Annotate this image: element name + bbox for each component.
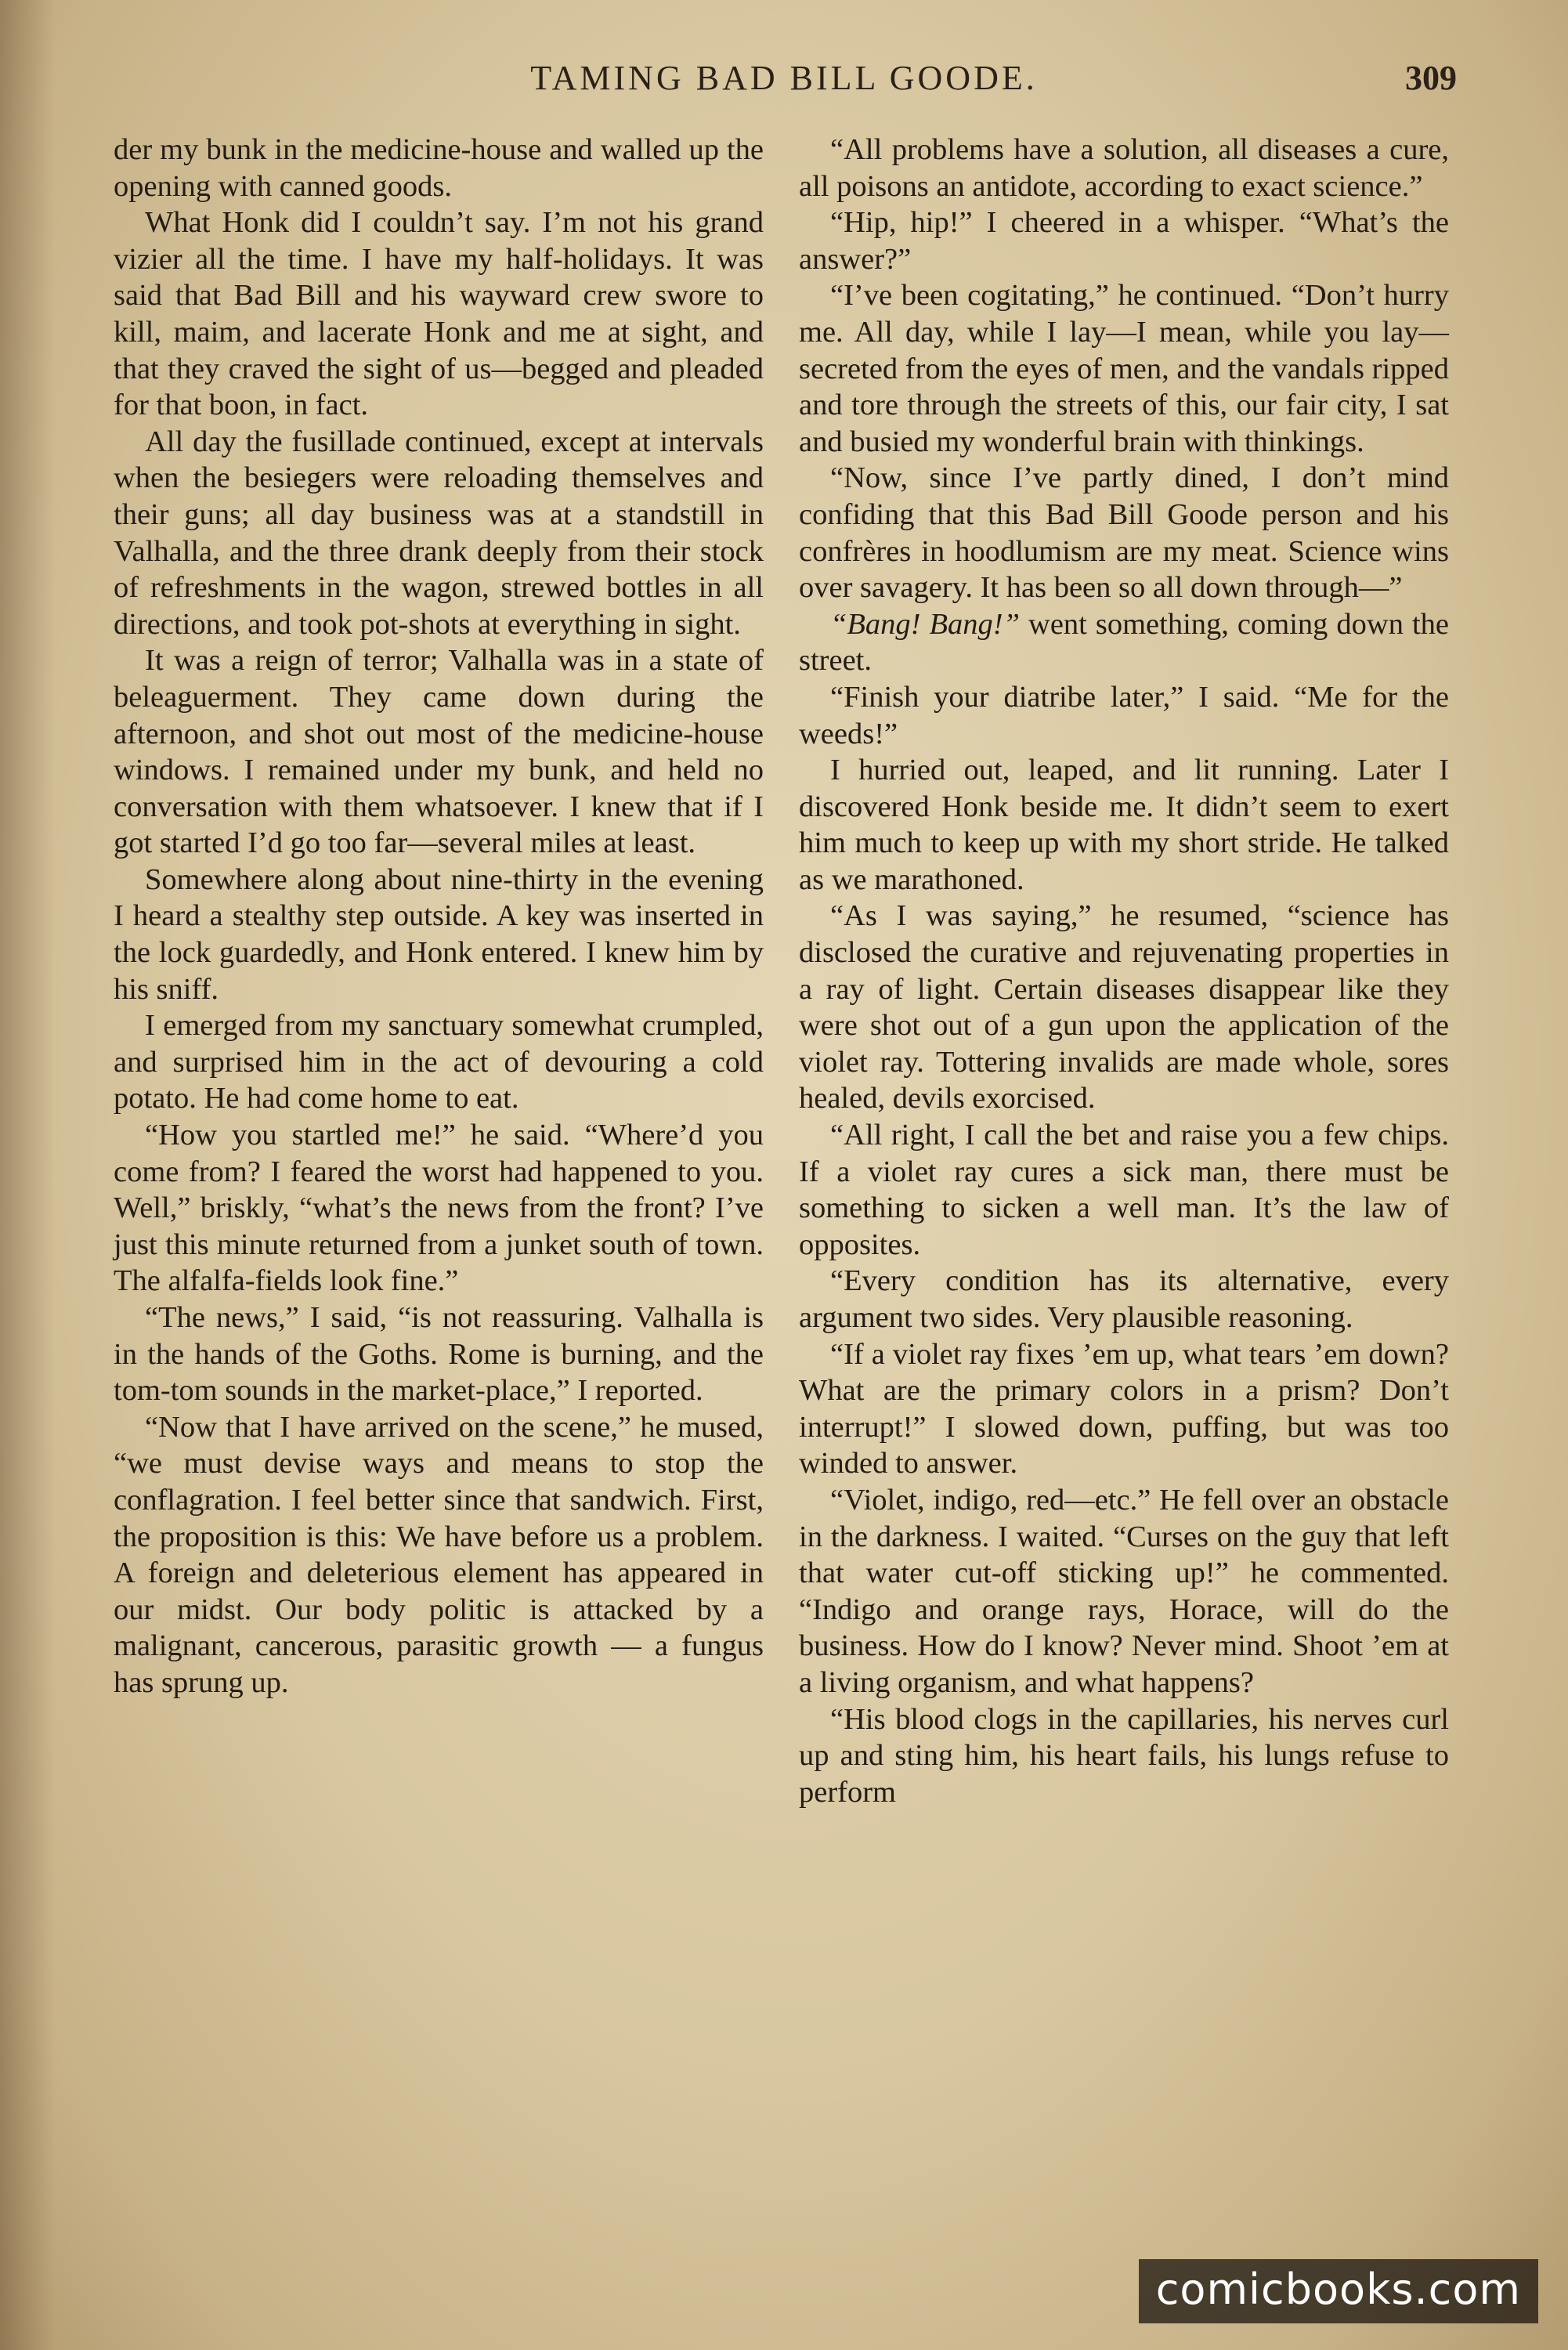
paragraph: “Hip, hip!” I cheered in a whisper. “What’s the answer?” [799, 206, 1449, 276]
paragraph: All day the fusillade continued, except at intervals when the besiegers were reloading themselves and their guns; all day business was at a standstill in Valhalla, and the three drank deeply from their stock of refreshments in the wagon, strewed bottles in all directions, and took pot-shots at everything in sight. [114, 425, 764, 641]
page-number: 309 [1405, 59, 1457, 97]
paragraph [799, 606, 1449, 679]
right-column [799, 132, 1449, 1810]
paragraph: “Violet, indigo, red—etc.” He fell over an obstacle in the darkness. I waited. “Curses on the guy that left that water cut-off sticking up!” he commented. “Indigo and orange rays, Horace, will do the business. How do I know? Never mind. Shoot ’em at a living organism, and what happens? [799, 1483, 1449, 1699]
italic-sound-effect: “Bang! Bang!” [830, 607, 1021, 641]
paragraph: “As I was saying,” he resumed, “science has disclosed the curative and rejuvenating properties in a ray of light. Certain diseases disappear like they were shot out of a gun upon the application of the violet ray. Tottering invalids are made whole, sores healed, devils exorcised. [799, 899, 1449, 1115]
paragraph: “Now, since I’ve partly dined, I don’t mind confiding that this Bad Bill Goode person and his confrères in hoodlumism are my meat. Science wins over savagery. It has been so all down through—” [799, 461, 1449, 605]
paragraph: Somewhere along about nine-thirty in the evening I heard a stealthy step outside. A key was inserted in the lock guardedly, and Honk entered. I knew him by his sniff. [114, 862, 764, 1006]
paragraph: der my bunk in the medicine-house and walled up the opening with canned goods. [114, 133, 764, 203]
paragraph: It was a reign of terror; Valhalla was in a state of beleaguerment. They came down during the afternoon, and shot out most of the medicine-house windows. I remained under my bunk, and held no conversation with them whatsoever. I knew that if I got started I’d go too far—several miles at least. [114, 644, 764, 860]
paragraph: I emerged from my sanctuary somewhat crumpled, and surprised him in the act of devouring a cold potato. He had come home to eat. [114, 1009, 764, 1115]
paragraph: “Every condition has its alternative, every argument two sides. Very plausible reasoning. [799, 1264, 1449, 1334]
paragraph: “I’ve been cogitating,” he continued. “Don’t hurry me. All day, while I lay—I mean, while you lay—secreted from the eyes of men, and the vandals ripped and tore through the streets of this, our fair city, I sat and busied my wonderful brain with thinkings. [799, 279, 1449, 458]
watermark-logo: comicbooks.com [1139, 2259, 1538, 2323]
paragraph: “The news,” I said, “is not reassuring. Valhalla is in the hands of the Goths. Rome is burning, and the tom-tom sounds in the market-place,” I reported. [114, 1301, 764, 1408]
paragraph: What Honk did I couldn’t say. I’m not his grand vizier all the time. I have my half-holidays. It was said that Bad Bill and his wayward crew swore to kill, maim, and lacerate Honk and me at sight, and that they craved the sight of us—begged and pleaded for that boon, in fact. [114, 206, 764, 422]
paragraph-continuation: went something, coming down the street. [799, 607, 1449, 678]
spine-shadow [0, 0, 55, 2350]
paragraph: I hurried out, leaped, and lit running. Later I discovered Honk beside me. It didn’t seem to exert him much to keep up with my short stride. He talked as we marathoned. [799, 754, 1449, 896]
page-header [0, 55, 1568, 110]
paragraph: “Finish your diatribe later,” I said. “Me for the weeds!” [799, 680, 1449, 750]
paragraph: “How you startled me!” he said. “Where’d you come from? I feared the worst had happened to you. Well,” briskly, “what’s the news from the front? I’ve just this minute returned from a junket south of town. The alfalfa-fields look fine.” [114, 1119, 764, 1298]
paragraph: “Now that I have arrived on the scene,” he mused, “we must devise ways and means to stop the conflagration. I feel better since that sandwich. First, the proposition is this: We have before us a problem. A foreign and deleterious element has appeared in our midst. Our body politic is attacked by a malignant, cancerous, parasitic growth — a fungus has sprung up. [114, 1410, 764, 1699]
running-head: TAMING BAD BILL GOODE. [530, 59, 1038, 97]
paragraph: “All problems have a solution, all diseases a cure, all poisons an antidote, according to exact science.” [799, 133, 1449, 203]
paragraph: “His blood clogs in the capillaries, his nerves curl up and sting him, his heart fails, his lungs refuse to perform [799, 1702, 1449, 1809]
paragraph: “All right, I call the bet and raise you a few chips. If a violet ray cures a sick man, there must be something to sicken a well man. It’s the law of opposites. [799, 1119, 1449, 1261]
paragraph: “If a violet ray fixes ’em up, what tears ’em down? What are the primary colors in a prism? Don’t interrupt!” I slowed down, puffing, but was too winded to answer. [799, 1337, 1449, 1480]
left-column [114, 132, 764, 1701]
